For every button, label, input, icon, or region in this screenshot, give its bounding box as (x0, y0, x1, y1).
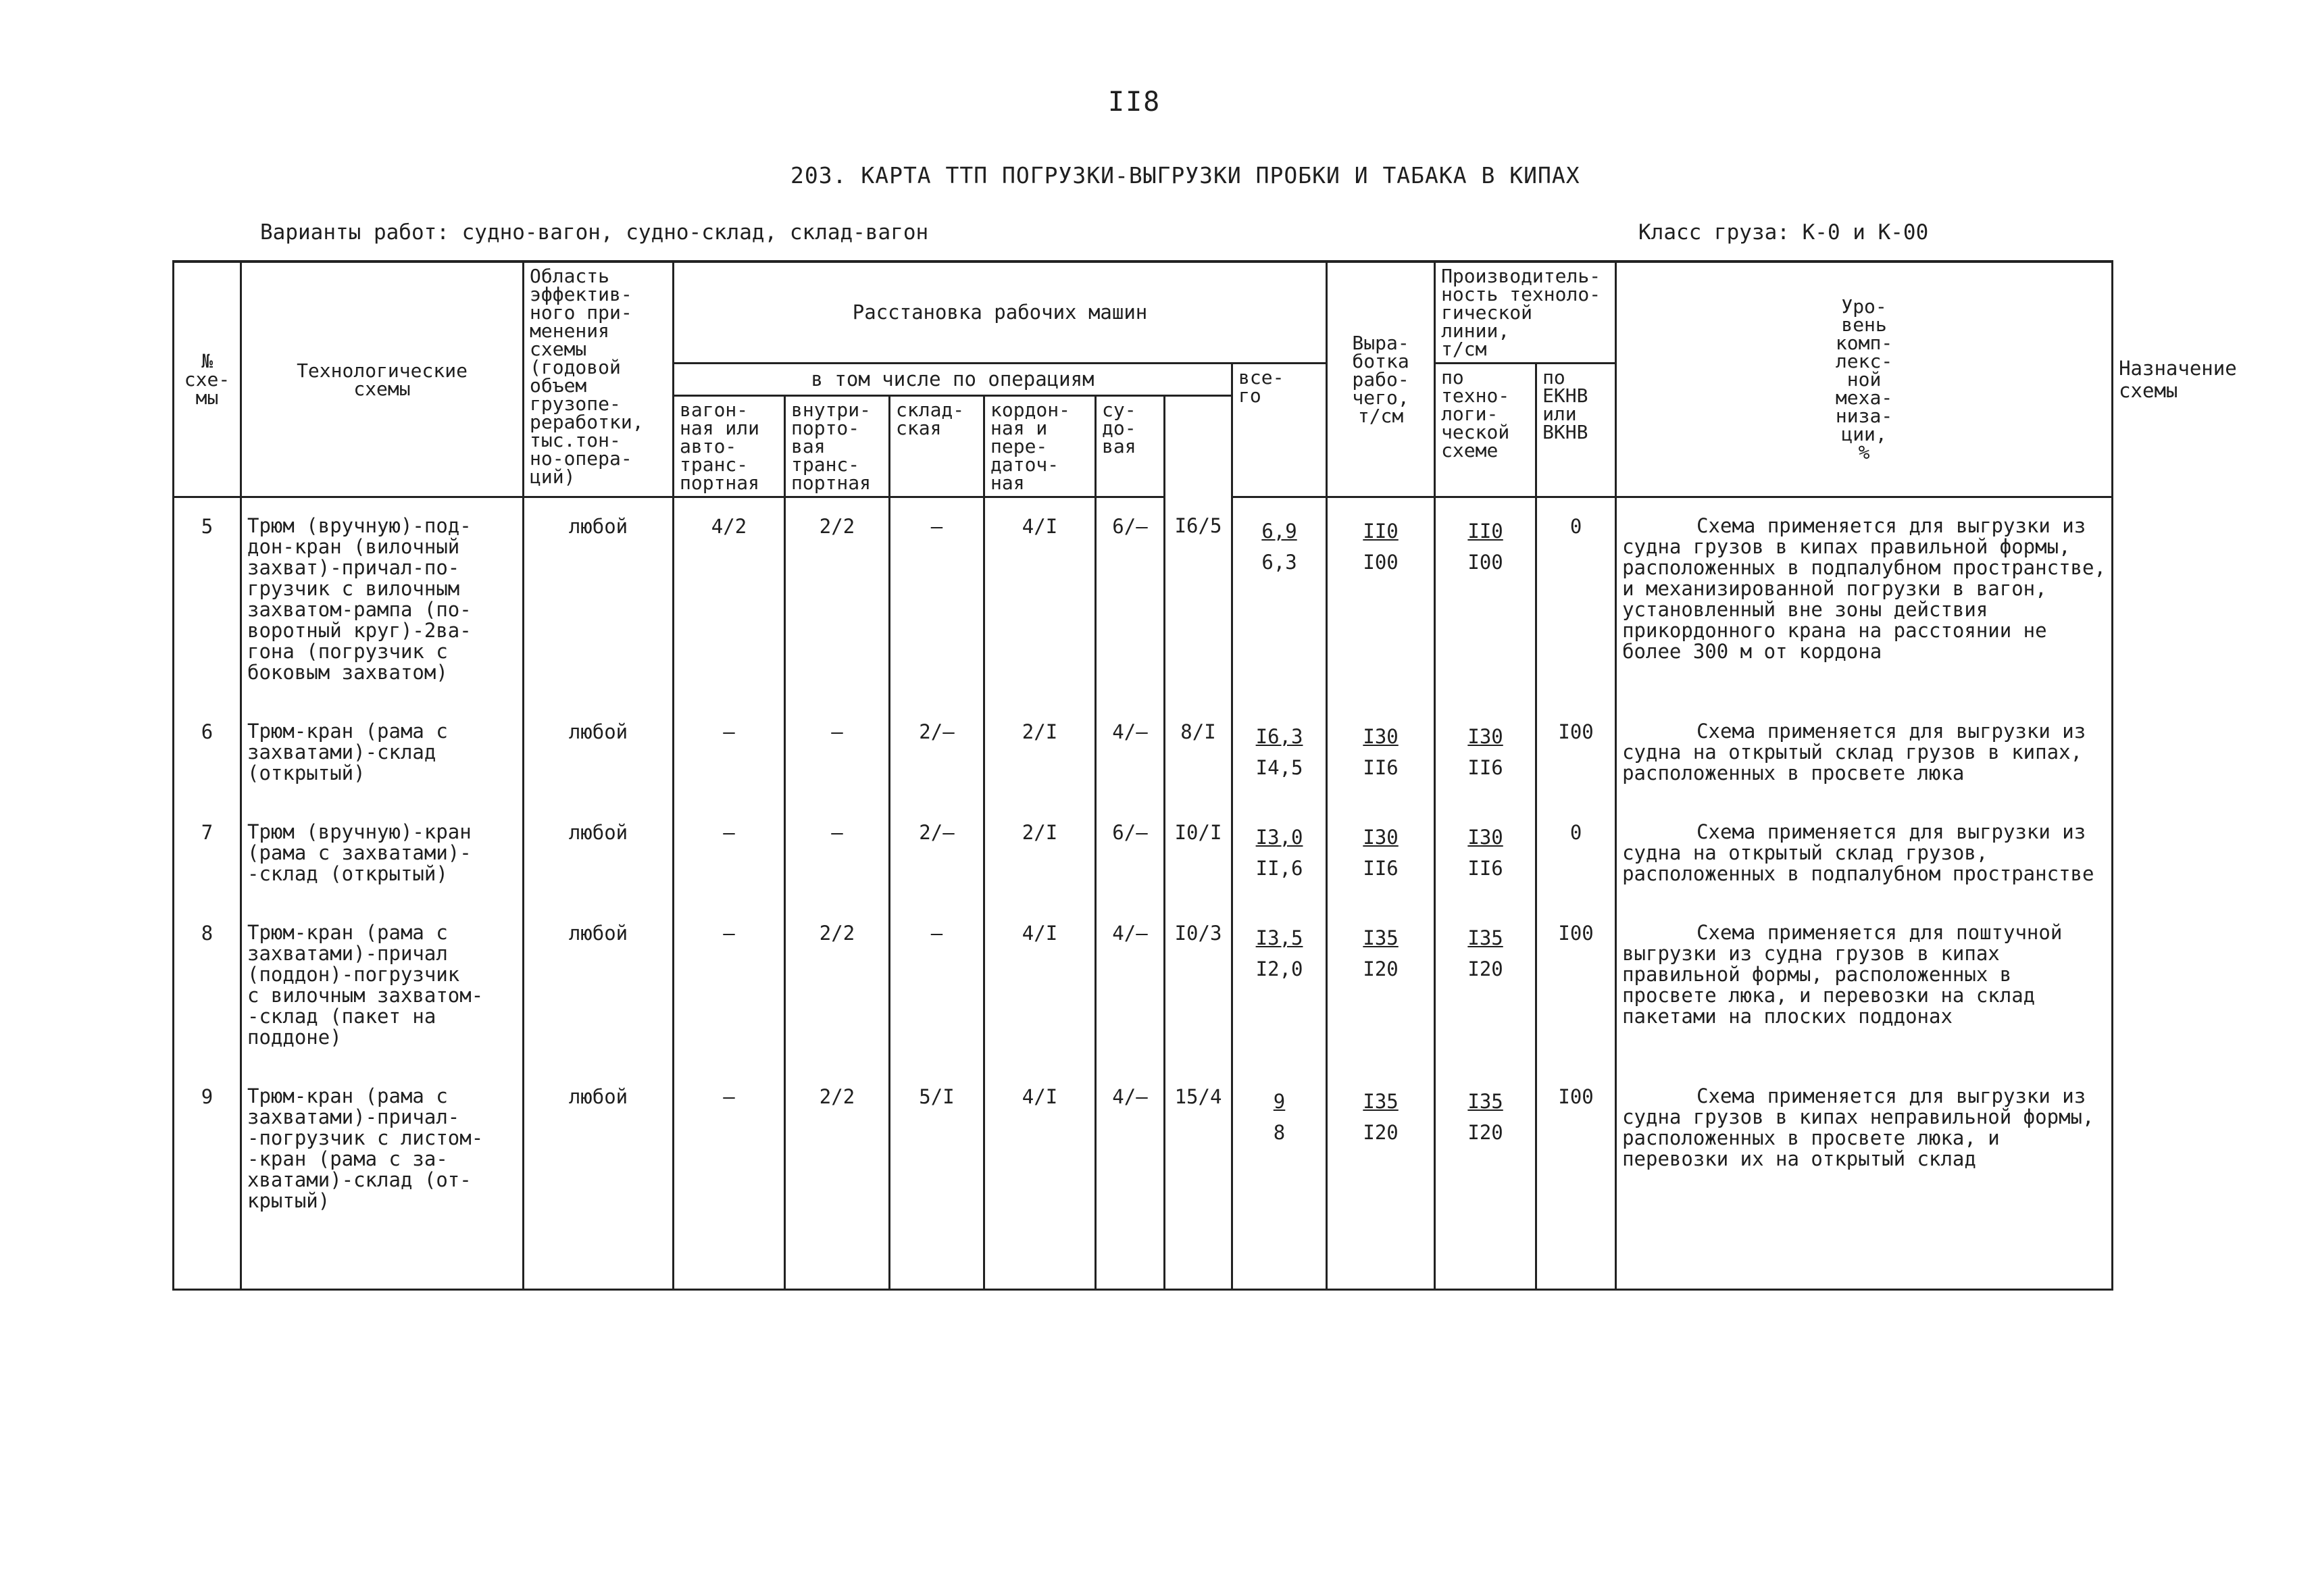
productivity-by-ekhv (1435, 804, 1536, 905)
header-mech-level: Уро- вень комп- лекс- ной меха- низа- ции, % (1616, 261, 2113, 497)
header-internal: внутри- порто- вая транс- портная (785, 396, 890, 497)
prod-scheme-top: II0 (1363, 520, 1399, 543)
ship-machines: 6/– (1096, 804, 1165, 905)
application-area: любой (524, 804, 674, 905)
prod-ekhv-top: I35 (1467, 926, 1503, 949)
output-bottom: II,6 (1255, 857, 1303, 880)
productivity-by-scheme (1327, 905, 1435, 1068)
prod-ekhv-bottom: II6 (1467, 857, 1503, 880)
output-top: I6,3 (1255, 725, 1303, 748)
warehouse-machines: 2/– (890, 703, 984, 804)
prod-scheme-top: I30 (1363, 725, 1399, 748)
total-machines: 15/4 (1165, 1068, 1232, 1290)
worker-output (1232, 804, 1327, 905)
cargo-class: Класс груза: К-0 и К-00 (1638, 220, 1929, 245)
output-top: 6,9 (1261, 520, 1297, 543)
cordon-machines: 2/I (984, 804, 1096, 905)
header-wagon-auto: вагон- ная или авто- транс- портная (674, 396, 785, 497)
header-scheme-no: № схе- мы (174, 261, 241, 497)
prod-scheme-top: I35 (1363, 926, 1399, 949)
prod-ekhv-bottom: I20 (1467, 1121, 1503, 1144)
wagon-auto-machines: – (674, 1068, 785, 1290)
scheme-number: 6 (174, 703, 241, 804)
warehouse-machines: 5/I (890, 1068, 984, 1290)
prod-scheme-bottom: II6 (1363, 756, 1399, 779)
ship-machines: 4/– (1096, 703, 1165, 804)
productivity-by-ekhv (1435, 703, 1536, 804)
cordon-machines: 4/I (984, 1068, 1096, 1290)
prod-ekhv-top: II0 (1467, 520, 1503, 543)
prod-scheme-bottom: I20 (1363, 957, 1399, 980)
scheme-purpose: Схема применяется для выгрузки из судна грузов в кипах правильной формы, расположенных в подпалубном пространстве, и механизированной погрузки в вагон, установленный вне зоны действия прикордонного крана на расстоянии не более 300 м от кордона (1616, 497, 2113, 704)
internal-transport-machines: 2/2 (785, 1068, 890, 1290)
scheme-number: 5 (174, 497, 241, 704)
mechanization-level: I00 (1536, 905, 1616, 1068)
application-area: любой (524, 497, 674, 704)
ship-machines: 6/– (1096, 497, 1165, 704)
cordon-machines: 4/I (984, 905, 1096, 1068)
scheme-purpose: Схема применяется для выгрузки из судна на открытый склад грузов, расположенных в подпалубном пространстве (1616, 804, 2113, 905)
internal-transport-machines: – (785, 804, 890, 905)
prod-scheme-bottom: II6 (1363, 857, 1399, 880)
prod-ekhv-top: I35 (1467, 1090, 1503, 1113)
worker-output (1232, 497, 1327, 704)
header-total: все- го (1232, 364, 1327, 497)
warehouse-machines: – (890, 905, 984, 1068)
wagon-auto-machines: – (674, 703, 785, 804)
prod-ekhv-bottom: I20 (1467, 957, 1503, 980)
wagon-auto-machines: – (674, 804, 785, 905)
productivity-by-ekhv (1435, 905, 1536, 1068)
document-title: 203. КАРТА ТТП ПОГРУЗКИ-ВЫГРУЗКИ ПРОБКИ И ТАБАКА В КИПАХ (790, 162, 1580, 189)
total-machines: 8/I (1165, 703, 1232, 804)
mechanization-level: I00 (1536, 1068, 1616, 1290)
header-warehouse: склад- ская (890, 396, 984, 497)
internal-transport-machines: 2/2 (785, 905, 890, 1068)
scheme-description: Трюм-кран (рама с захватами)-склад (открытый) (241, 703, 524, 804)
wagon-auto-machines: – (674, 905, 785, 1068)
table-row (174, 497, 2113, 704)
output-top: 9 (1273, 1090, 1286, 1113)
header-including-ops: в том числе по операциям (674, 364, 1232, 396)
scheme-description: Трюм (вручную)-под- дон-кран (вилочный захват)-причал-по- грузчик с вилочным захватом-рампа (по- воротный круг)-2ва- гона (погрузчик с боковым захватом) (241, 497, 524, 704)
table-row (174, 703, 2113, 804)
prod-scheme-top: I35 (1363, 1090, 1399, 1113)
scheme-description: Трюм-кран (рама с захватами)-причал (поддон)-погрузчик с вилочным захватом- -склад (пакет на поддоне) (241, 905, 524, 1068)
header-ship: су- до- вая (1096, 396, 1165, 497)
scheme-description: Трюм-кран (рама с захватами)-причал- -погрузчик с листом- -кран (рама с за- хватами)-склад (от- крытый) (241, 1068, 524, 1290)
total-machines: I6/5 (1165, 497, 1232, 704)
header-output: Выра- ботка рабо- чего, т/см (1327, 261, 1435, 497)
prod-scheme-top: I30 (1363, 826, 1399, 849)
worker-output (1232, 1068, 1327, 1290)
output-bottom: 6,3 (1261, 551, 1297, 574)
application-area: любой (524, 1068, 674, 1290)
warehouse-machines: 2/– (890, 804, 984, 905)
prod-ekhv-top: I30 (1467, 826, 1503, 849)
tech-process-table: № схе- мы Технологические схемы Область эффектив- ного при- менения схемы (годовой объем грузопе- реработки, тыс.тон- но-опера- ций) Расстановка рабочих машин Выра- ботка рабо- чего, т/см Производитель- ность техноло- гической линии, т/см Уро- вень комп- лекс- ной меха- низа- ции, % Назначение схемы в том числе по операциям все- го по техно- логи- ческой схеме по ЕКНВ или ВКНВ вагон- ная или авто- транс- портная внутри- порто- вая транс- портная склад- ская кордон- ная и пере- даточ- ная су- до- вая 5 Трюм (вручную)-под- дон-кран (вилочный захват)-причал-по- грузчик с вилочным захватом-рампа (по- воротный круг)-2ва- гона (погрузчик с боковым захватом) любой 4/2 2/2 – 4/I 6/– I6/5 $\frac{6,9}{6,3}$ $\frac{II0}{I00}$ $\frac{II0}{I00}$ 0 Схема применяется для выгрузки из судна грузов в кипах правильной формы, расположенных в подпалубном пространстве, и механизированной погрузки в вагон, установленный вне зоны действия прикордонного крана на расстоянии не более 300 м от кордона 6 Трюм-кран (рама с захватами)-склад (открытый) любой – – 2/– 2/I 4/– 8/I $\frac{I6,3}{I4,5}$ $\frac{I30}{II6}$ $\frac{I30}{II6}$ I00 Схема применяется для выгрузки из судна на открытый склад грузов в кипах, расположенных в просвете люка 7 Трюм (вручную)-кран (рама с захватами)- -склад (открытый) любой – – 2/– 2/I 6/– I0/I $\frac{I3,0}{II,6}$ $\frac{I30}{II6}$ $\frac{I30}{II6}$ 0 Схема применяется для выгрузки из судна на открытый склад грузов, расположенных в подпалубном пространстве 8 Трюм-кран (рама с захватами)-причал (поддон)-погрузчик с вилочным захватом- -склад (пакет на поддоне) любой – 2/2 – 4/I 4/– I0/3 $\frac{I3,5}{I2,0}$ $\frac{I35}{I20}$ $\frac{I35}{I20}$ I00 Схема применяется для поштучной выгрузки из судна грузов в кипах правильной формы, расположенных в просвете люка, и перевозки на склад пакетами на плоских поддонах 9 Трюм-кран (рама с захватами)-причал- -погрузчик с листом- -кран (рама с за- хватами)-склад (от- крытый) любой – 2/2 5/I 4/I 4/– 15/4 $\frac{9}{8}$ $\frac{I35}{I20}$ $\frac{I35}{I20}$ I00 Схема применяется для выгрузки из судна грузов в кипах неправильной формы, расположенных в просвете люка, и перевозки их на открытый склад (172, 260, 2113, 1291)
output-bottom: I4,5 (1255, 756, 1303, 779)
scheme-number: 8 (174, 905, 241, 1068)
header-prod-by-ekhv: по ЕКНВ или ВКНВ (1536, 364, 1616, 497)
work-variants: Варианты работ: судно-вагон, судно-склад, склад-вагон (260, 220, 929, 245)
table-row (174, 1068, 2113, 1290)
productivity-by-ekhv (1435, 497, 1536, 704)
scheme-purpose: Схема применяется для выгрузки из судна на открытый склад грузов в кипах, расположенных в просвете люка (1616, 703, 2113, 804)
productivity-by-scheme (1327, 703, 1435, 804)
warehouse-machines: – (890, 497, 984, 704)
table-row (174, 804, 2113, 905)
total-machines: I0/3 (1165, 905, 1232, 1068)
scheme-purpose: Схема применяется для поштучной выгрузки из судна грузов в кипах правильной формы, расположенных в просвете люка, и перевозки на склад пакетами на плоских поддонах (1616, 905, 2113, 1068)
internal-transport-machines: – (785, 703, 890, 804)
header-cordon: кордон- ная и пере- даточ- ная (984, 396, 1096, 497)
application-area: любой (524, 703, 674, 804)
productivity-by-scheme (1327, 1068, 1435, 1290)
output-bottom: 8 (1273, 1121, 1286, 1144)
mechanization-level: I00 (1536, 703, 1616, 804)
prod-scheme-bottom: I00 (1363, 551, 1399, 574)
output-bottom: I2,0 (1255, 957, 1303, 980)
header-placement: Расстановка рабочих машин (674, 261, 1327, 364)
table-row (174, 905, 2113, 1068)
total-machines: I0/I (1165, 804, 1232, 905)
prod-ekhv-bottom: I00 (1467, 551, 1503, 574)
ship-machines: 4/– (1096, 905, 1165, 1068)
prod-scheme-bottom: I20 (1363, 1121, 1399, 1144)
wagon-auto-machines: 4/2 (674, 497, 785, 704)
header-productivity: Производитель- ность техноло- гической линии, т/см (1435, 261, 1616, 364)
ship-machines: 4/– (1096, 1068, 1165, 1290)
mechanization-level: 0 (1536, 497, 1616, 704)
page-number: II8 (1108, 86, 1161, 118)
header-area: Область эффектив- ного при- менения схемы (годовой объем грузопе- реработки, тыс.тон- но-опера- ций) (524, 261, 674, 497)
prod-ekhv-top: I30 (1467, 725, 1503, 748)
scheme-description: Трюм (вручную)-кран (рама с захватами)- -склад (открытый) (241, 804, 524, 905)
worker-output (1232, 703, 1327, 804)
internal-transport-machines: 2/2 (785, 497, 890, 704)
scheme-number: 9 (174, 1068, 241, 1290)
productivity-by-ekhv (1435, 1068, 1536, 1290)
cordon-machines: 2/I (984, 703, 1096, 804)
header-tech-schemes: Технологические схемы (241, 261, 524, 497)
output-top: I3,0 (1255, 826, 1303, 849)
output-top: I3,5 (1255, 926, 1303, 949)
header-prod-by-scheme: по техно- логи- ческой схеме (1435, 364, 1536, 497)
worker-output (1232, 905, 1327, 1068)
productivity-by-scheme (1327, 497, 1435, 704)
mechanization-level: 0 (1536, 804, 1616, 905)
prod-ekhv-bottom: II6 (1467, 756, 1503, 779)
cordon-machines: 4/I (984, 497, 1096, 704)
scheme-number: 7 (174, 804, 241, 905)
scheme-purpose: Схема применяется для выгрузки из судна грузов в кипах неправильной формы, расположенных в просвете люка, и перевозки их на открытый склад (1616, 1068, 2113, 1290)
application-area: любой (524, 905, 674, 1068)
productivity-by-scheme (1327, 804, 1435, 905)
